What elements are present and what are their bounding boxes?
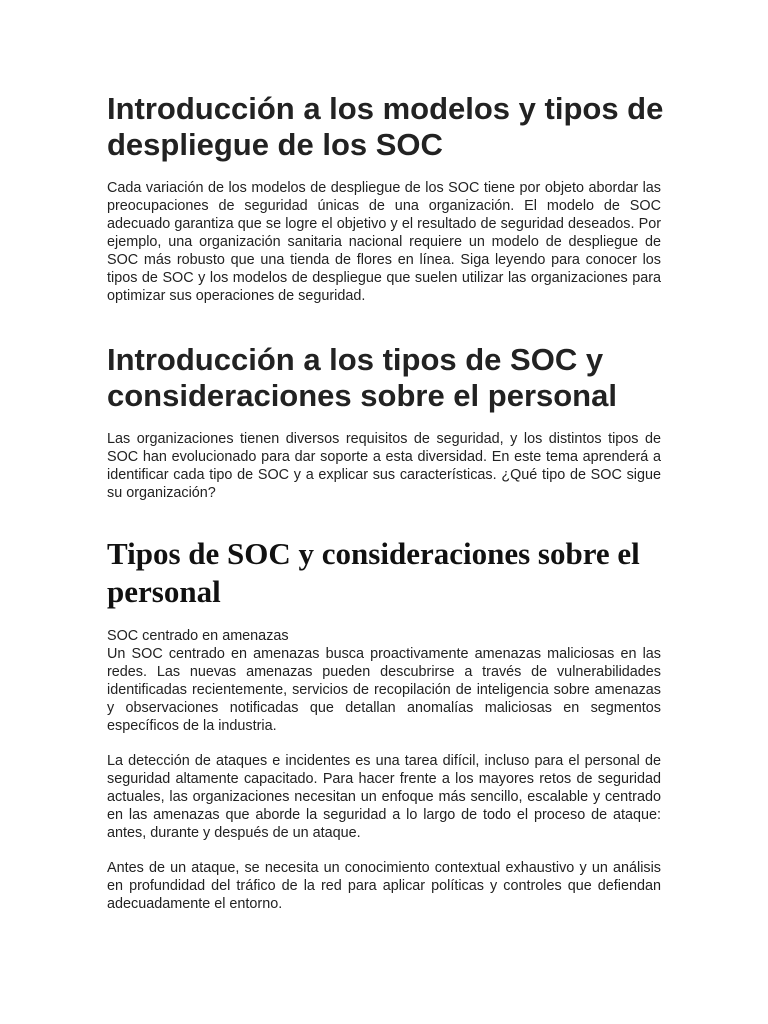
heading-soc-types: Tipos de SOC y consideraciones sobre el personal <box>107 536 640 609</box>
paragraph-threat-centric-3: Antes de un ataque, se necesita un conocimiento contextual exhaustivo y un análisis en profundidad del tráfico de la red para aplicar políticas y controles que defiendan adecuadamente el entorno. <box>107 860 661 912</box>
paragraph-deployment-intro: Cada variación de los modelos de despliegue de los SOC tiene por objeto abordar las preocupaciones de seguridad únicas de una organización. El modelo de SOC adecuado garantiza que se logre el objetivo y el resultado de seguridad deseados. Por ejemplo, una organización sanitaria nacional requiere un modelo de despliegue de SOC más robusto que una tienda de flores en línea. Siga leyendo para conocer los tipos de SOC y los modelos de despliegue que suelen utilizar las organizaciones para optimizar sus operaciones de seguridad. <box>107 180 661 304</box>
paragraph-threat-centric-2: La detección de ataques e incidentes es una tarea difícil, incluso para el personal de seguridad altamente capacitado. Para hacer frente a los mayores retos de seguridad actuales, las organizaciones necesitan un enfoque más sencillo, escalable y centrado en las amenazas que aborde la seguridad a lo largo de todo el proceso de ataque: antes, durante y después de un ataque. <box>107 753 661 841</box>
paragraph-soc-types-intro: Las organizaciones tienen diversos requisitos de seguridad, y los distintos tipos de SOC han evolucionado para dar soporte a esta diversidad. En este tema aprenderá a identificar cada tipo de SOC y a explicar sus características. ¿Qué tipo de SOC sigue su organización? <box>107 431 661 501</box>
heading-soc-types-intro: Introducción a los tipos de SOC y consideraciones sobre el personal <box>107 342 617 413</box>
subheading-threat-centric-soc: SOC centrado en amenazas <box>107 628 289 644</box>
heading-deployment-models: Introducción a los modelos y tipos de despliegue de los SOC <box>107 91 664 162</box>
paragraph-threat-centric-1: Un SOC centrado en amenazas busca proactivamente amenazas maliciosas en las redes. Las nuevas amenazas pueden descubrirse a través de vulnerabilidades identificadas recientemente, servicios de recopilación de inteligencia sobre amenazas y observaciones notificadas que detallan anomalías maliciosas en segmentos específicos de la industria. <box>107 646 661 734</box>
